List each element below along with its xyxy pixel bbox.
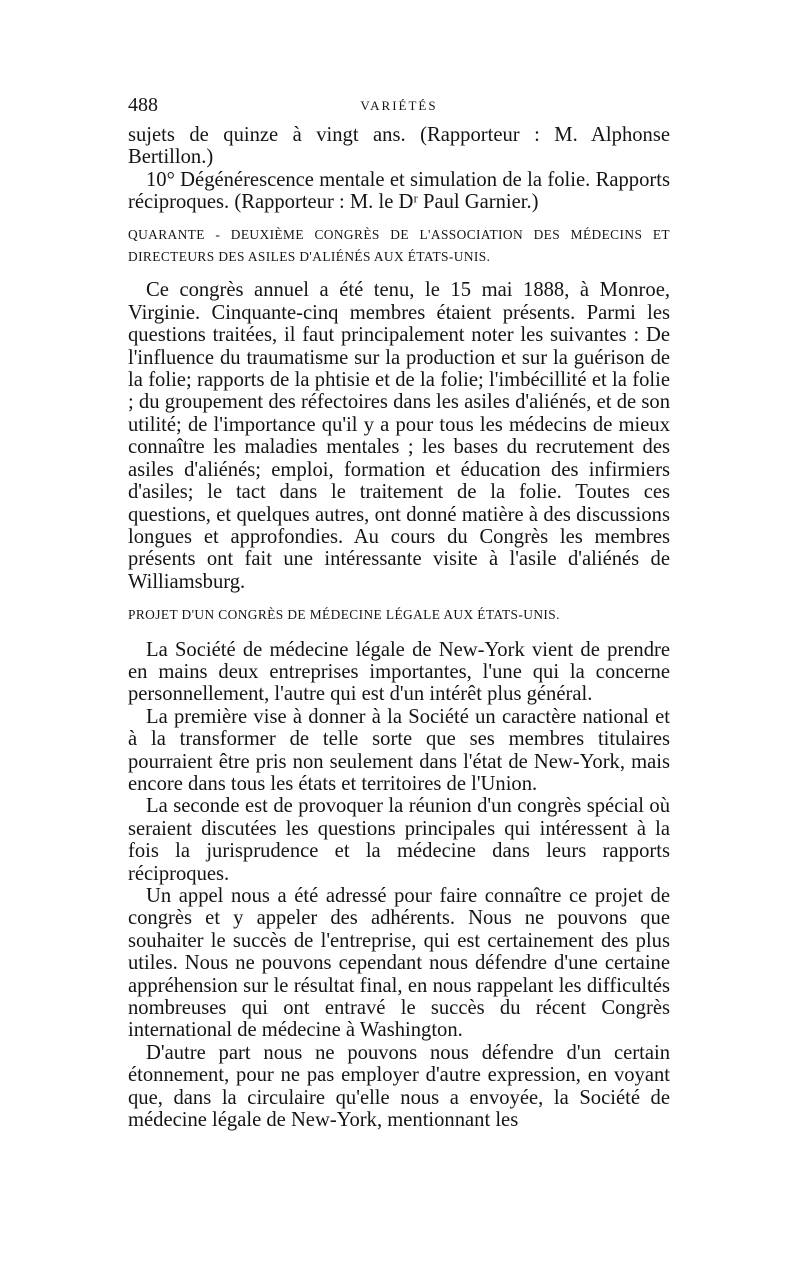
paragraph-congres-monroe: Ce congrès annuel a été tenu, le 15 mai 1888, à Monroe, Virginie. Cinquante-cinq membres étaient présents. Parmi les questions traitées, il faut principalement noter les suivantes : De l'influence du traumatisme sur la production et sur la guérison de la folie; rapports de la phtisie et de la folie; l'imbécillité et la folie ; du groupement des réfectoires dans les asiles d'aliénés, et de son utilité; de l'importance qu'il y a pour tous les médecins de mieux connaître les maladies mentales ; les bases du recrutement des asiles d'aliénés; emploi, formation et éducation des infirmiers d'asiles; le tact dans le traitement de la folie. Toutes ces questions, et quelques autres, ont donné matière à des discussions longues et approfondies. Au cours du Congrès les membres présents ont fait une intéressante visite à l'asile d'aliénés de Williamsburg. — [128, 279, 670, 593]
page-header — [128, 94, 670, 122]
paragraph-societe-new-york: La Société de médecine légale de New-York vient de prendre en mains deux entreprises importantes, l'une qui la concerne personnellement, l'autre qui est d'un intérêt plus général. — [128, 638, 670, 706]
paragraph-item-10: 10° Dégénérescence mentale et simulation de la folie. Rapports réciproques. (Rapporteur : M. le Dʳ Paul Garnier.) — [128, 168, 670, 214]
running-head: VARIÉTÉS — [360, 98, 438, 113]
paragraph-etonnement: D'autre part nous ne pouvons nous défendre d'un certain étonnement, pour ne pas employer d'autre expression, en voyant que, dans la circulaire qu'elle nous a envoyée, la Société de médecine légale de New-York, mentionnant les — [128, 1041, 670, 1132]
paragraph-continuation: sujets de quinze à vingt ans. (Rapporteur : M. Alphonse Bertillon.) — [128, 124, 670, 169]
paragraph-seconde: La seconde est de provoquer la réunion d'un congrès spécial où seraient discutées les questions principales qui intéressent à la fois la jurisprudence et la médecine dans leurs rapports réciproques. — [128, 795, 670, 885]
section-heading-congres-aliénistes: QUARANTE - DEUXIÈME CONGRÈS DE L'ASSOCIATION DES MÉDECINS ET DIRECTEURS DES ASILES D'ALIÉNÉS AUX ÉTATS-UNIS. — [128, 226, 670, 265]
section-heading-medecine-legale: PROJET D'UN CONGRÈS DE MÉDECINE LÉGALE AUX ÉTATS-UNIS. — [128, 607, 560, 623]
page-number: 488 — [128, 94, 158, 116]
paragraph-premiere: La première vise à donner à la Société un caractère national et à la transformer de telle sorte que ses membres titulaires pourraient être pris non seulement dans l'état de New-York, mais encore dans tous les états et territoires de l'Union. — [128, 705, 670, 795]
paragraph-appel: Un appel nous a été adressé pour faire connaître ce projet de congrès et y appeler des adhérents. Nous ne pouvons que souhaiter le succès de l'entreprise, qui est certainement des plus utiles. Nous ne pouvons cependant nous défendre d'une certaine appréhension sur le résultat final, en nous rappelant les difficultés nombreuses qui ont entravé le succès du récent Congrès international de médecine à Washington. — [128, 885, 670, 1042]
body-text — [128, 124, 670, 1131]
